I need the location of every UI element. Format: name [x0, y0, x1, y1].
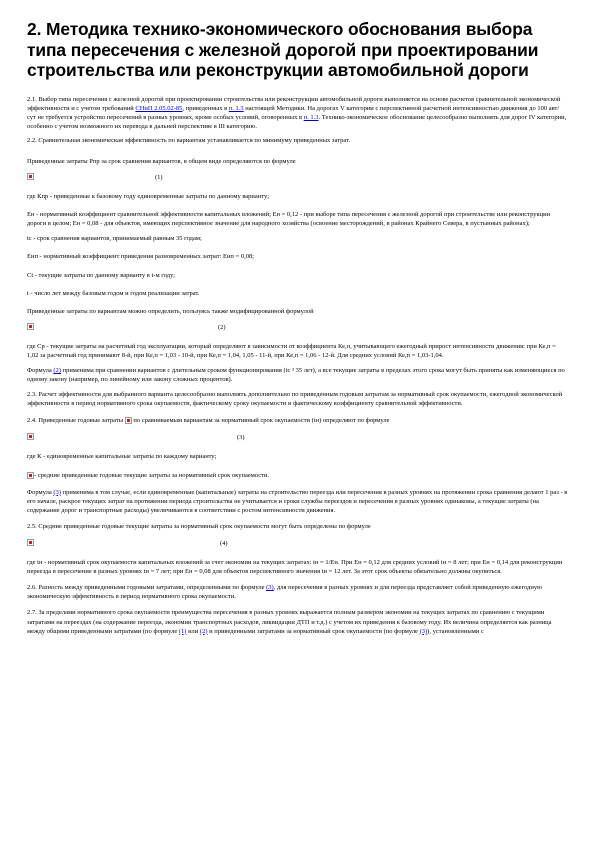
definition-k: где К - единовременные капитальные затраты по каждому варианту;	[27, 453, 217, 461]
definition-t: t - число лет между базовым годом и годом реализации затрат.	[27, 289, 200, 297]
paragraph-formula-3-note	[27, 488, 568, 515]
paragraph-2-6	[27, 583, 568, 601]
link-formula-3-b[interactable]: (3)	[266, 584, 274, 592]
text-span: по сравниваемым вариантам за нормативный срок окупаемости (tн) определяют по формуле	[131, 417, 390, 425]
text-span: настоящей Методики. На дорогах V категории с перспективной расчетной интенсивностью движения до 100 авт/сут не требуется устройство пересечений в разных уровнях, кроме особых условий, оговоренных в	[27, 104, 560, 121]
definition-en: Ен - нормативный коэффициент сравнительной эффективности капитальных вложений; Ен = 0,12 - при выборе типа пересечения с железной дорогой при строительстве или реконструкции дороги в целом; Ен = 0,08 - для объектов, имеющих перспективное значение для народного хозяйства (освоение месторождений, в районах Крайнего Севера, в пустынных районах);	[27, 211, 551, 228]
definition-tn: где tн - нормативный срок окупаемости капитальных вложений за счет экономии на текущих затратах: tн = 1/Ен. При Ен = 0,12 для средних условий tн = 8 лет; при Ен = 0,14 для реконструкции переезда в пересечение в разных уровнях tн = 7 лет; при Ен = 0,08 для объектов перспективного значения tн = 12 лет. За этот срок объекты обязательно должны окупиться.	[27, 559, 563, 576]
text-span: применима при сравнении вариантов с длительным сроком функционирования (tс ³ 35 лет), а все текущие затраты в пределах этого срока могут быть приняты как изменяющиеся по одному закону (например, по линейному или закону сложных процентов).	[27, 367, 565, 384]
broken-image-icon	[27, 539, 34, 546]
paragraph-2-7	[27, 608, 568, 635]
link-snip[interactable]: СНиП 2.05.02-85	[135, 104, 183, 112]
text-span: 2.1. Выбор типа пересечения с железной дорогой при проектировании строительства или реконструкции автомобильной дороги выполняется на основе расчетов сравнительной экономической эффективности и с учетом требований	[27, 95, 561, 112]
text-span: 2.6. Разность между приведенными годовыми затратами, определенными по формуле	[27, 584, 267, 592]
text-span: применима в том случае, если единовременные (капитальные) затраты на строительство переезда или пересечения в разных уровнях на протяжении срока сравнения делают 1 раз - в его начале, раскрое текущих затрат на протяжении периода строительства не учитывается и сроки службы переездов и пересечения в разных уровнях одинаковы, а текущие затраты (на содержание дорог и транспортные расходы) увеличиваются в соответствии с ростом интенсивности движения.	[27, 488, 568, 514]
equation-number: (2)	[218, 323, 226, 331]
equation-number: (1)	[155, 174, 163, 182]
paragraph-2-1	[27, 95, 568, 131]
equation-2	[27, 322, 568, 333]
definition-tc: tс - срок сравнения вариантов, принимаемый равным 35 годам;	[27, 235, 202, 243]
broken-image-icon	[27, 323, 34, 330]
paragraph-formula-intro-2: Приведенные затраты по вариантам можно определить, пользуясь также модифицированной формулой	[27, 307, 314, 315]
equation-number: (4)	[220, 540, 228, 548]
paragraph-2-4	[27, 416, 568, 425]
link-p-1-3-second[interactable]: п. 1.3	[303, 113, 319, 121]
text-span: или	[186, 627, 200, 635]
broken-image-icon	[27, 472, 34, 479]
equation-1	[27, 172, 568, 183]
link-formula-2[interactable]: (2)	[53, 367, 61, 374]
link-formula-1[interactable]: (1)	[178, 627, 187, 635]
definition-cp: где Ср - текущие затраты на расчетный год эксплуатации, который определяют в зависимости от коэффициента Ке,п, учитывающего ежегодный прирост интенсивности движения: при Ке,п = 1,02 за расчетный год принимают 8-й, при Ке,п = 1,03 - 10-й, при Ке,п = 1,04, 1,05 - 11-й, при Ке,п = 1,06 - 12-й. Для средних условий Ке,п = 1,03-1,04.	[27, 342, 556, 359]
equation-4	[27, 538, 568, 549]
page-title: 2. Методика технико-экономического обоснования выбора типа пересечения с железной дорогой при проектировании строительства или реконструкции автомобильной дороги	[27, 19, 539, 80]
definition-enp: Енп - нормативный коэффициент приведения разновременных затрат: Енп = 0,08;	[27, 253, 255, 261]
text-span: ), установленными с	[427, 627, 484, 635]
broken-image-icon	[125, 417, 132, 424]
broken-image-icon	[27, 173, 34, 180]
paragraph-formula-intro-1: Приведенные затраты Рпр за срок сравнения вариантов, в общем виде определяются по формуле	[27, 157, 296, 165]
text-span: . Технико-экономическое обоснование целесообразно выполнять для дорог IV категории, особенно с учетом возможного их перевода в дальней перспективе в III категорию.	[27, 113, 567, 130]
equation-number: (3)	[237, 434, 245, 442]
text-span: , приведенных в	[182, 104, 229, 112]
text-span: - средние приведенные годовые текущие затраты за нормативный срок окупаемости.	[34, 471, 270, 479]
link-formula-3[interactable]: (3)	[53, 488, 61, 496]
link-formula-2-b[interactable]: (2)	[199, 627, 208, 635]
paragraph-formula-2-note	[27, 366, 568, 384]
paragraph-2-3: 2.3. Расчет эффективности для выбранного варианта целесообразно выполнять дополнительно по приведенным годовым затратам за нормативный срок окупаемости, ежегодной экономической эффективности в период нормативного срока окупаемости, фактическому сроку окупаемости и фактическому коэффициенту сравнительной эффективности.	[27, 391, 563, 408]
link-formula-3-c[interactable]: (3)	[419, 627, 428, 635]
equation-3	[27, 432, 568, 443]
definition-kpr: где Кпр - приведенные к базовому году единовременные затраты по данному варианту;	[27, 193, 270, 201]
definition-c-avg	[27, 471, 568, 480]
text-span: Формула	[27, 367, 54, 374]
text-span: и приведенными затратами за нормативный срок окупаемости (по формуле	[207, 627, 420, 635]
paragraph-2-5: 2.5. Средние приведенные годовые текущие затраты за нормативный срок окупаемости могут быть определены по формуле	[27, 522, 371, 530]
text-span: , для пересечения в разных уровнях и для переезда представляет собой приведенную ежегодную экономическую эффективность в период нормативного срока окупаемости.	[27, 584, 542, 601]
paragraph-2-2: 2.2. Сравнительная экономическая эффективность по вариантам устанавливается по минимуму приведенных затрат.	[27, 136, 351, 144]
text-span: 2.7. За пределами нормативного срока окупаемости преимущества пересечения в разных уровнях выражается полным размером экономии на текущих затратах по сравнению с текущими затратами на переездах (на содержание переезда, экономии транспортных расходов, ликвидации ДТП и т.д.) с учетом их приведения к базовому году. Их величина определяется как разница между общими приведенными затратами (по формуле	[27, 609, 552, 635]
broken-image-icon	[27, 433, 34, 440]
link-p-1-3[interactable]: п. 1.3	[228, 104, 244, 112]
definition-ct: Сt - текущие затраты по данному варианту в t-м году;	[27, 271, 176, 279]
text-span: 2.4. Приведенные годовые затраты	[27, 417, 125, 425]
text-span: Формула	[27, 488, 54, 496]
